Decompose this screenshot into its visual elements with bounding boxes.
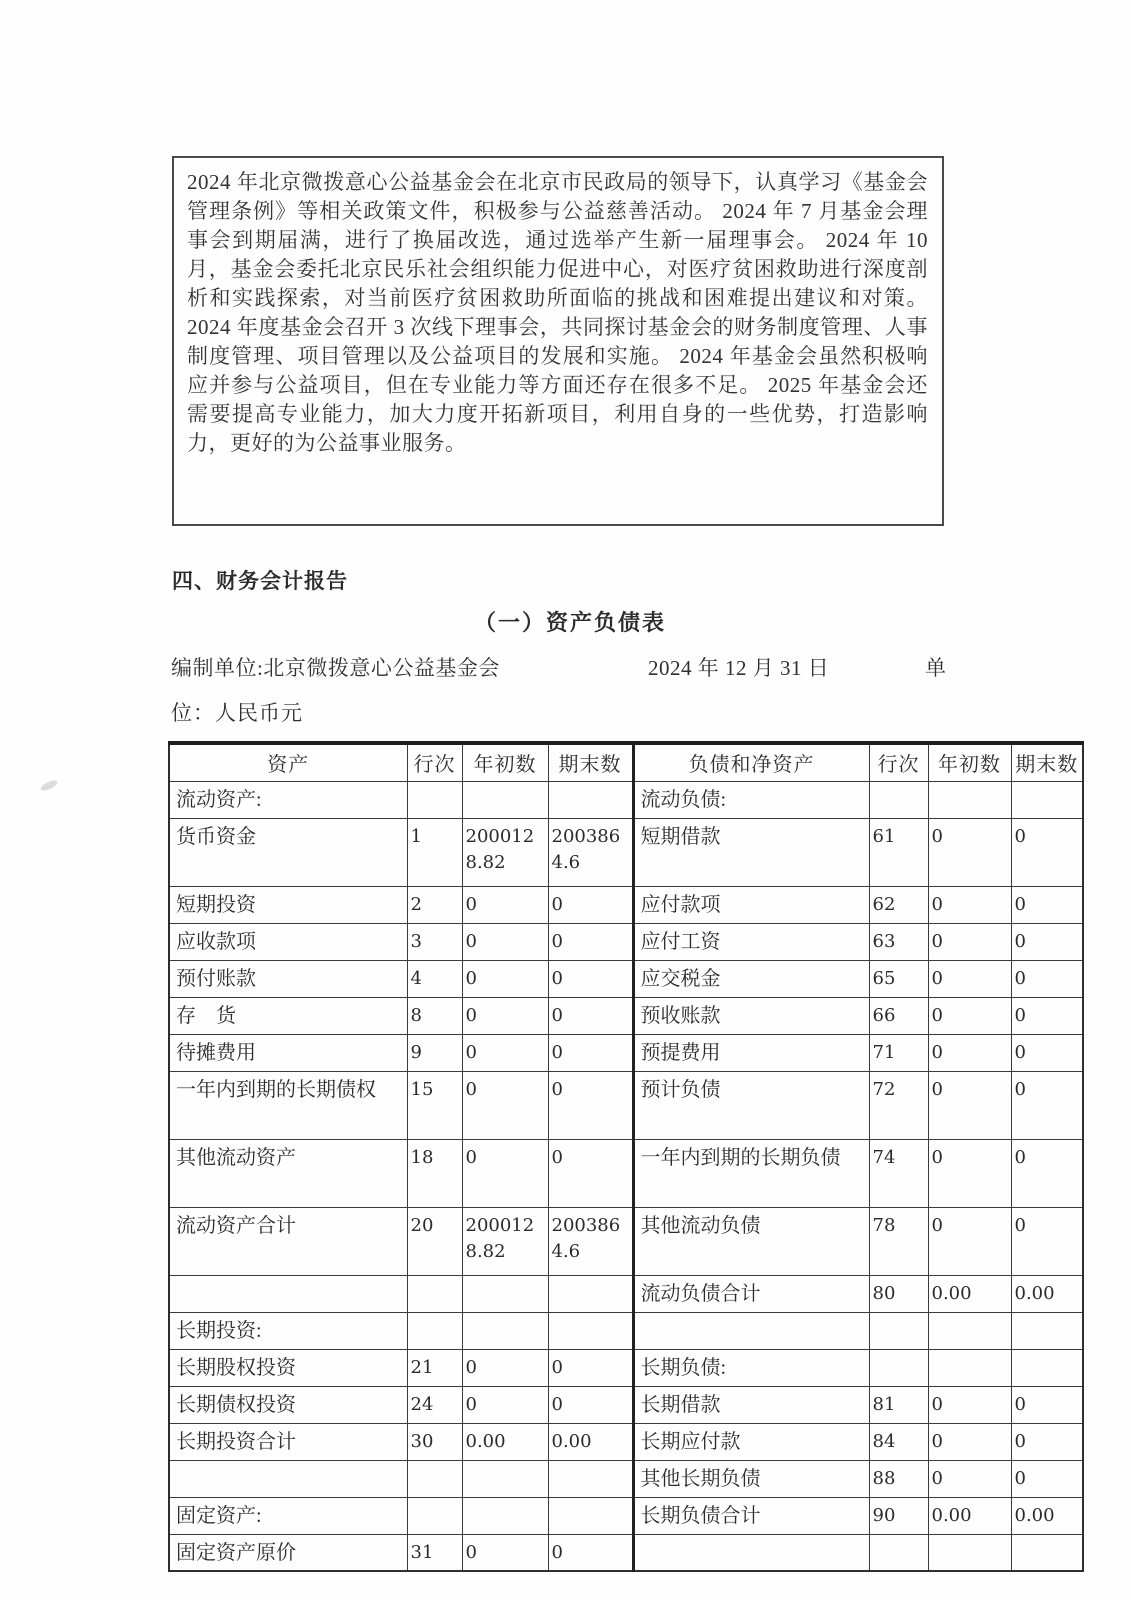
value-cell xyxy=(928,1534,1011,1571)
value-cell: 2 xyxy=(407,886,462,923)
value-cell: 63 xyxy=(869,923,928,960)
value-cell: 0.00 xyxy=(1011,1275,1083,1312)
value-cell: 0 xyxy=(548,1534,633,1571)
value-cell: 0 xyxy=(462,1139,548,1207)
item-label-cell: 预付账款 xyxy=(169,960,407,997)
value-cell: 1 xyxy=(407,818,462,886)
value-cell: 0 xyxy=(928,1423,1011,1460)
table-row xyxy=(169,1071,1083,1139)
value-cell: 18 xyxy=(407,1139,462,1207)
table-row xyxy=(169,1460,1083,1497)
value-cell: 0 xyxy=(1011,1139,1083,1207)
table-row xyxy=(169,1534,1083,1571)
value-cell: 15 xyxy=(407,1071,462,1139)
item-label-cell: 短期投资 xyxy=(169,886,407,923)
column-header: 期末数 xyxy=(548,743,633,781)
value-cell xyxy=(869,1312,928,1349)
value-cell: 0 xyxy=(462,1349,548,1386)
item-label-cell: 应付款项 xyxy=(633,886,869,923)
item-label-cell xyxy=(169,1460,407,1497)
value-cell: 0 xyxy=(462,886,548,923)
value-cell: 20 xyxy=(407,1207,462,1275)
value-cell: 61 xyxy=(869,818,928,886)
value-cell xyxy=(462,1275,548,1312)
value-cell: 78 xyxy=(869,1207,928,1275)
value-cell: 0 xyxy=(548,960,633,997)
value-cell: 81 xyxy=(869,1386,928,1423)
report-date: 2024 年 12 月 31 日 xyxy=(648,656,830,680)
value-cell: 0 xyxy=(1011,960,1083,997)
value-cell xyxy=(869,781,928,818)
value-cell: 65 xyxy=(869,960,928,997)
column-header: 资产 xyxy=(169,743,407,781)
item-label-cell: 预提费用 xyxy=(633,1034,869,1071)
table-row xyxy=(169,818,1083,886)
value-cell: 62 xyxy=(869,886,928,923)
value-cell: 0 xyxy=(1011,1071,1083,1139)
table-row xyxy=(169,1275,1083,1312)
value-cell: 30 xyxy=(407,1423,462,1460)
value-cell: 0 xyxy=(928,960,1011,997)
value-cell: 0 xyxy=(928,1207,1011,1275)
table-row xyxy=(169,960,1083,997)
table-row xyxy=(169,997,1083,1034)
value-cell: 0 xyxy=(462,1034,548,1071)
value-cell xyxy=(407,781,462,818)
value-cell xyxy=(462,781,548,818)
item-label-cell: 其他长期负债 xyxy=(633,1460,869,1497)
table-title: （一）资产负债表 xyxy=(473,610,666,635)
value-cell xyxy=(548,1312,633,1349)
table-row xyxy=(169,1423,1083,1460)
value-cell: 0 xyxy=(462,960,548,997)
value-cell: 0 xyxy=(548,1034,633,1071)
table-row xyxy=(169,1386,1083,1423)
item-label-cell: 长期投资: xyxy=(169,1312,407,1349)
table-row xyxy=(169,1207,1083,1275)
value-cell: 3 xyxy=(407,923,462,960)
value-cell xyxy=(1011,1312,1083,1349)
unit-label-line2: 位：人民币元 xyxy=(171,701,303,725)
item-label-cell xyxy=(633,1534,869,1571)
unit-label-line1: 单 xyxy=(925,656,946,680)
value-cell: 0 xyxy=(548,1349,633,1386)
value-cell: 0 xyxy=(1011,997,1083,1034)
value-cell: 0 xyxy=(462,1386,548,1423)
table-row xyxy=(169,886,1083,923)
prepared-by-line xyxy=(0,652,1131,682)
column-header: 负债和净资产 xyxy=(633,743,869,781)
value-cell: 0 xyxy=(1011,1423,1083,1460)
value-cell: 0.00 xyxy=(548,1423,633,1460)
value-cell: 0 xyxy=(548,1139,633,1207)
value-cell: 31 xyxy=(407,1534,462,1571)
value-cell: 0 xyxy=(1011,1034,1083,1071)
summary-paragraph: 2024 年北京微拨意心公益基金会在北京市民政局的领导下，认真学习《基金会管理条例》等相关政策文件，积极参与公益慈善活动。 2024 年 7 月基金会理事会到期届满，进行了换届改选，通过选举产生新一届理事会。 2024 年 10 月，基金会委托北京民乐社会组织能力促进中心，对医疗贫困救助进行深度剖析和实践探索，对当前医疗贫困救助所面临的挑战和困难提出建议和对策。 2024 年度基金会召开 3 次线下理事会，共同探讨基金会的财务制度管理、人事制度管理、项目管理以及公益项目的发展和实施。 2024 年基金会虽然积极响应并参与公益项目，但在专业能力等方面还存在很多不足。 2025 年基金会还需要提高专业能力，加大力度开拓新项目，利用自身的一些优势，打造影响力，更好的为公益事业服务。 xyxy=(187,170,928,455)
value-cell: 0 xyxy=(1011,1460,1083,1497)
table-row xyxy=(169,1497,1083,1534)
item-label-cell: 应交税金 xyxy=(633,960,869,997)
value-cell xyxy=(1011,781,1083,818)
value-cell: 0.00 xyxy=(1011,1497,1083,1534)
value-cell: 0 xyxy=(462,1534,548,1571)
value-cell: 72 xyxy=(869,1071,928,1139)
item-label-cell: 长期负债: xyxy=(633,1349,869,1386)
value-cell: 0 xyxy=(928,1460,1011,1497)
value-cell: 84 xyxy=(869,1423,928,1460)
value-cell: 0 xyxy=(928,1071,1011,1139)
item-label-cell xyxy=(169,1275,407,1312)
table-body xyxy=(169,781,1083,1571)
prepared-by-label: 编制单位:北京微拨意心公益基金会 xyxy=(171,656,500,680)
item-label-cell: 应付工资 xyxy=(633,923,869,960)
table-row xyxy=(169,1139,1083,1207)
value-cell: 2003864.6 xyxy=(548,1207,633,1275)
value-cell: 0 xyxy=(548,1386,633,1423)
table-row xyxy=(169,1349,1083,1386)
value-cell: 0 xyxy=(548,997,633,1034)
value-cell xyxy=(462,1312,548,1349)
value-cell xyxy=(407,1275,462,1312)
value-cell: 0.00 xyxy=(462,1423,548,1460)
table-row xyxy=(169,1034,1083,1071)
value-cell: 2003864.6 xyxy=(548,818,633,886)
column-header: 行次 xyxy=(869,743,928,781)
item-label-cell: 固定资产原价 xyxy=(169,1534,407,1571)
item-label-cell: 长期投资合计 xyxy=(169,1423,407,1460)
value-cell xyxy=(928,781,1011,818)
value-cell xyxy=(548,1460,633,1497)
value-cell: 0 xyxy=(1011,886,1083,923)
value-cell: 2000128.82 xyxy=(462,1207,548,1275)
item-label-cell: 存 货 xyxy=(169,997,407,1034)
item-label-cell xyxy=(633,1312,869,1349)
value-cell: 88 xyxy=(869,1460,928,1497)
value-cell: 66 xyxy=(869,997,928,1034)
value-cell: 0 xyxy=(928,1034,1011,1071)
summary-box xyxy=(172,156,944,526)
item-label-cell: 预收账款 xyxy=(633,997,869,1034)
section-title: 四、财务会计报告 xyxy=(172,569,348,593)
value-cell: 90 xyxy=(869,1497,928,1534)
value-cell: 0 xyxy=(548,923,633,960)
value-cell xyxy=(928,1349,1011,1386)
item-label-cell: 长期应付款 xyxy=(633,1423,869,1460)
table-row xyxy=(169,1312,1083,1349)
item-label-cell: 预计负债 xyxy=(633,1071,869,1139)
value-cell: 4 xyxy=(407,960,462,997)
item-label-cell: 其他流动负债 xyxy=(633,1207,869,1275)
value-cell: 80 xyxy=(869,1275,928,1312)
value-cell: 74 xyxy=(869,1139,928,1207)
value-cell: 0 xyxy=(928,1386,1011,1423)
value-cell: 0 xyxy=(548,1071,633,1139)
value-cell xyxy=(462,1497,548,1534)
value-cell: 0.00 xyxy=(928,1275,1011,1312)
value-cell xyxy=(407,1460,462,1497)
item-label-cell: 一年内到期的长期负债 xyxy=(633,1139,869,1207)
value-cell: 0 xyxy=(1011,1207,1083,1275)
value-cell xyxy=(462,1460,548,1497)
value-cell: 8 xyxy=(407,997,462,1034)
item-label-cell: 长期负债合计 xyxy=(633,1497,869,1534)
item-label-cell: 流动负债: xyxy=(633,781,869,818)
value-cell: 2000128.82 xyxy=(462,818,548,886)
value-cell: 0 xyxy=(462,997,548,1034)
value-cell xyxy=(407,1312,462,1349)
value-cell: 21 xyxy=(407,1349,462,1386)
value-cell: 9 xyxy=(407,1034,462,1071)
value-cell: 0 xyxy=(928,886,1011,923)
value-cell: 0 xyxy=(928,997,1011,1034)
value-cell: 71 xyxy=(869,1034,928,1071)
column-header: 期末数 xyxy=(1011,743,1083,781)
item-label-cell: 待摊费用 xyxy=(169,1034,407,1071)
value-cell: 0 xyxy=(548,886,633,923)
value-cell: 0 xyxy=(1011,1386,1083,1423)
balance-sheet-table xyxy=(168,741,1084,1572)
item-label-cell: 长期借款 xyxy=(633,1386,869,1423)
item-label-cell: 短期借款 xyxy=(633,818,869,886)
item-label-cell: 货币资金 xyxy=(169,818,407,886)
value-cell xyxy=(869,1349,928,1386)
item-label-cell: 一年内到期的长期债权 xyxy=(169,1071,407,1139)
value-cell: 0 xyxy=(462,1071,548,1139)
value-cell xyxy=(548,1497,633,1534)
value-cell: 0 xyxy=(928,818,1011,886)
value-cell: 0.00 xyxy=(928,1497,1011,1534)
item-label-cell: 长期股权投资 xyxy=(169,1349,407,1386)
value-cell xyxy=(1011,1349,1083,1386)
table-header-row xyxy=(169,743,1083,781)
value-cell xyxy=(407,1497,462,1534)
value-cell xyxy=(869,1534,928,1571)
value-cell: 0 xyxy=(1011,818,1083,886)
value-cell: 0 xyxy=(928,923,1011,960)
value-cell xyxy=(1011,1534,1083,1571)
table-row xyxy=(169,781,1083,818)
item-label-cell: 流动负债合计 xyxy=(633,1275,869,1312)
item-label-cell: 长期债权投资 xyxy=(169,1386,407,1423)
item-label-cell: 流动资产合计 xyxy=(169,1207,407,1275)
item-label-cell: 应收款项 xyxy=(169,923,407,960)
table-row xyxy=(169,923,1083,960)
scan-smudge xyxy=(39,779,58,793)
column-header: 行次 xyxy=(407,743,462,781)
item-label-cell: 固定资产: xyxy=(169,1497,407,1534)
value-cell: 24 xyxy=(407,1386,462,1423)
item-label-cell: 流动资产: xyxy=(169,781,407,818)
value-cell: 0 xyxy=(462,923,548,960)
column-header: 年初数 xyxy=(928,743,1011,781)
item-label-cell: 其他流动资产 xyxy=(169,1139,407,1207)
value-cell: 0 xyxy=(1011,923,1083,960)
value-cell: 0 xyxy=(928,1139,1011,1207)
value-cell xyxy=(548,1275,633,1312)
column-header: 年初数 xyxy=(462,743,548,781)
value-cell xyxy=(928,1312,1011,1349)
value-cell xyxy=(548,781,633,818)
